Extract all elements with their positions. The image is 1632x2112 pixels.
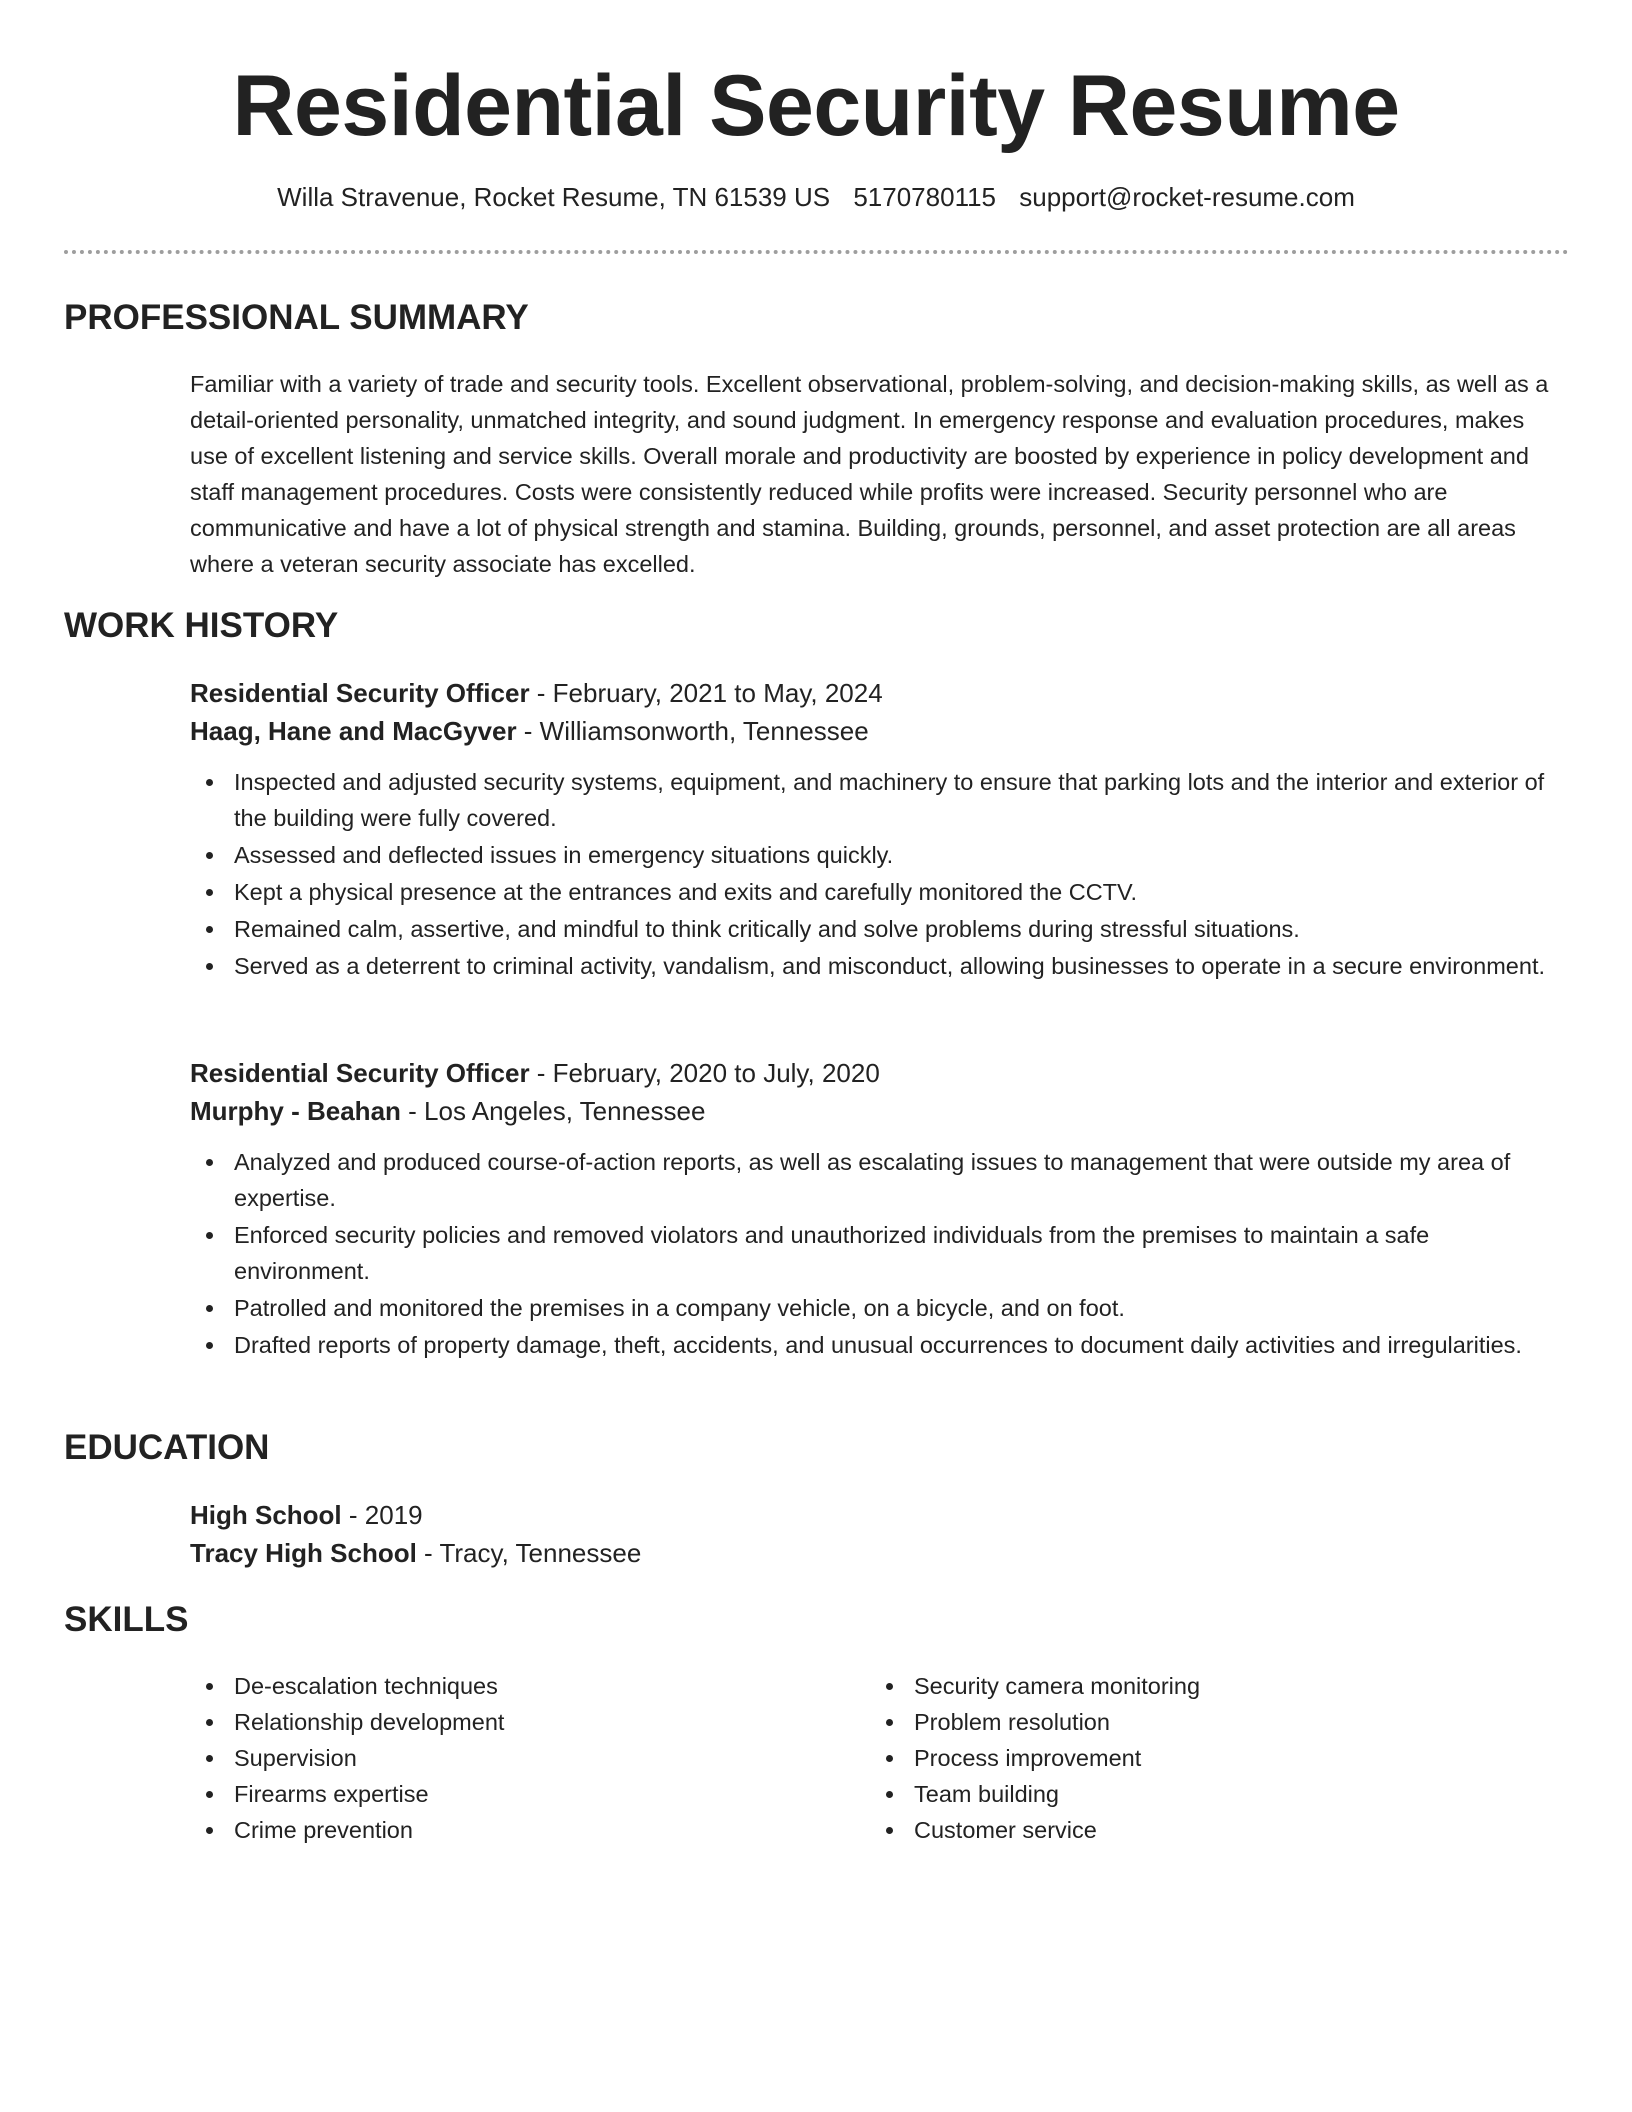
- contact-address: Willa Stravenue, Rocket Resume, TN 61539 US: [277, 182, 831, 212]
- education-entry: [190, 1496, 1570, 1572]
- job-company-line: [190, 1092, 1570, 1130]
- job-entry: [190, 674, 1570, 985]
- education-location: - Tracy, Tennessee: [416, 1538, 642, 1568]
- skills-column-left: [190, 1668, 870, 1848]
- header-divider: [64, 250, 1569, 254]
- list-item: Served as a deterrent to criminal activity, vandalism, and misconduct, allowing businesses to operate in a secure environment.: [190, 948, 1570, 984]
- job-dates: - February, 2020 to July, 2020: [529, 1058, 880, 1088]
- job-company: Murphy - Beahan: [190, 1096, 401, 1126]
- resume-header: [0, 0, 1632, 156]
- list-item: Enforced security policies and removed violators and unauthorized individuals from the premises to maintain a safe environment.: [190, 1217, 1570, 1289]
- contact-email: support@rocket-resume.com: [1019, 182, 1355, 212]
- list-item: Team building: [870, 1776, 1550, 1812]
- list-item: Security camera monitoring: [870, 1668, 1550, 1704]
- job-dates: - February, 2021 to May, 2024: [529, 678, 883, 708]
- contact-phone: 5170780115: [853, 182, 997, 212]
- job-location: - Williamsonworth, Tennessee: [516, 716, 869, 746]
- list-item: Problem resolution: [870, 1704, 1550, 1740]
- education-degree-line: [190, 1496, 1570, 1534]
- contact-line: [0, 182, 1632, 212]
- job-company-line: [190, 712, 1570, 750]
- section-title-summary: PROFESSIONAL SUMMARY: [64, 298, 529, 337]
- job-bullets: [190, 1144, 1570, 1363]
- list-item: Assessed and deflected issues in emergency situations quickly.: [190, 837, 1570, 873]
- job-entry: [190, 1054, 1570, 1364]
- list-item: Supervision: [190, 1740, 870, 1776]
- education-school-line: [190, 1534, 1570, 1572]
- education-year: - 2019: [341, 1500, 423, 1530]
- job-location: - Los Angeles, Tennessee: [400, 1096, 706, 1126]
- list-item: Remained calm, assertive, and mindful to think critically and solve problems during stressful situations.: [190, 911, 1570, 947]
- job-title-line: [190, 674, 1570, 712]
- list-item: Drafted reports of property damage, theft, accidents, and unusual occurrences to document daily activities and irregularities.: [190, 1327, 1570, 1363]
- education-degree: High School: [190, 1500, 342, 1530]
- skills-list: [190, 1668, 1570, 1848]
- section-title-work-history: WORK HISTORY: [64, 606, 339, 645]
- list-item: Inspected and adjusted security systems, equipment, and machinery to ensure that parking lots and the interior and exterior of the building were fully covered.: [190, 764, 1570, 836]
- job-title: Residential Security Officer: [190, 1058, 530, 1088]
- list-item: Firearms expertise: [190, 1776, 870, 1812]
- resume-title: Residential Security Resume: [232, 58, 1400, 154]
- list-item: De-escalation techniques: [190, 1668, 870, 1704]
- list-item: Process improvement: [870, 1740, 1550, 1776]
- list-item: Crime prevention: [190, 1812, 870, 1848]
- list-item: Relationship development: [190, 1704, 870, 1740]
- job-title-line: [190, 1054, 1570, 1092]
- job-bullets: [190, 764, 1570, 984]
- summary-text: Familiar with a variety of trade and security tools. Excellent observational, problem-solving, and decision-making skills, as well as a detail-oriented personality, unmatched integrity, and sound judgment. In emergency response and evaluation procedures, makes use of excellent listening and service skills. Overall morale and productivity are boosted by experience in policy development and staff management procedures. Costs were consistently reduced while profits were increased. Security personnel who are communicative and have a lot of physical strength and stamina. Building, grounds, personnel, and asset protection are all areas where a veteran security associate has excelled.: [190, 371, 1549, 577]
- education-school: Tracy High School: [190, 1538, 417, 1568]
- list-item: Patrolled and monitored the premises in a company vehicle, on a bicycle, and on foot.: [190, 1290, 1570, 1326]
- job-company: Haag, Hane and MacGyver: [190, 716, 517, 746]
- list-item: Analyzed and produced course-of-action reports, as well as escalating issues to management that were outside my area of expertise.: [190, 1144, 1570, 1216]
- list-item: Customer service: [870, 1812, 1550, 1848]
- job-title: Residential Security Officer: [190, 678, 530, 708]
- skills-column-right: [870, 1668, 1550, 1848]
- section-title-skills: SKILLS: [64, 1600, 189, 1639]
- section-title-education: EDUCATION: [64, 1428, 270, 1467]
- list-item: Kept a physical presence at the entrances and exits and carefully monitored the CCTV.: [190, 874, 1570, 910]
